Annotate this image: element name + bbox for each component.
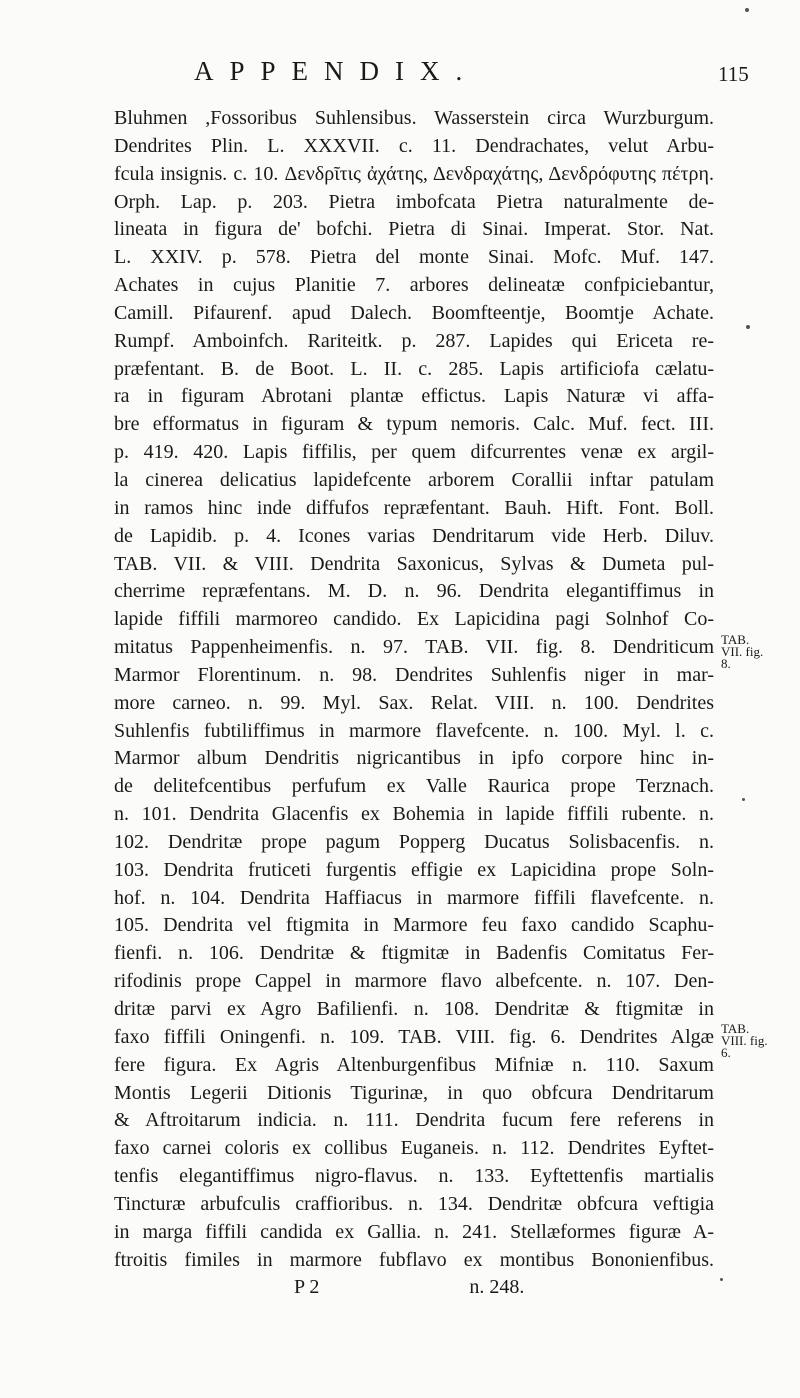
margin-note-line: VII. fig. [721, 644, 764, 659]
text-line [114, 606, 714, 634]
text-line-content: Orph. Lap. p. 203. Pietra imbofcata Pietra naturalmente de- [114, 190, 714, 213]
text-line [114, 1024, 714, 1052]
text-line [114, 885, 714, 913]
text-line [114, 912, 714, 940]
text-line-content: la cinerea delicatius lapidefcente arborem Corallii inftar patulam [114, 468, 714, 491]
text-line [114, 745, 714, 773]
text-line-content: fere figura. Ex Agris Altenburgenfibus Mifniæ n. 110. Saxum [114, 1053, 714, 1076]
page-number: 115 [718, 62, 749, 86]
text-line [114, 383, 714, 411]
text-line-content: L. XXIV. p. 578. Pietra del monte Sinai. Mofc. Muf. 147. [114, 246, 714, 269]
text-line [114, 1052, 714, 1080]
text-line [114, 662, 714, 690]
margin-note-line: TAB. [721, 1021, 750, 1036]
text-line-content: cherrime repræfentans. M. D. n. 96. Dendrita elegantiffimus in [114, 580, 714, 603]
text-line-content: Dendrites Plin. L. XXXVII. c. 11. Dendrachates, velut Arbu- [114, 134, 714, 157]
body-text [114, 105, 714, 1302]
text-line [114, 718, 714, 746]
text-line [114, 690, 714, 718]
text-line-content: Rumpf. Amboinfch. Rariteitk. p. 287. Lapides qui Ericeta re- [114, 329, 714, 352]
text-line-content: in marga fiffili candida ex Gallia. n. 241. Stellæformes figuræ A- [114, 1220, 714, 1243]
text-line-content: bre efformatus in figuram & typum nemoris. Calc. Muf. fect. III. [114, 413, 714, 436]
margin-note-line: TAB. [721, 632, 750, 647]
text-line [114, 1219, 714, 1247]
text-line [114, 328, 714, 356]
text-line [114, 411, 714, 439]
text-line-content: fienfi. n. 106. Dendritæ & ftigmitæ in Badenfis Comitatus Fer- [114, 942, 714, 965]
text-line [114, 495, 714, 523]
text-line-content: hof. n. 104. Dendrita Haffiacus in marmore fiffili flavefcente. n. [114, 886, 714, 909]
print-speck [745, 8, 749, 12]
text-line [114, 773, 714, 801]
text-line [114, 1107, 714, 1135]
margin-note-tab-viii [721, 1023, 768, 1059]
text-line [114, 439, 714, 467]
text-line-content: & Aftroitarum indicia. n. 111. Dendrita fucum fere referens in [114, 1109, 714, 1132]
text-line-content: ftroitis fimiles in marmore fubflavo ex montibus Bononienfibus. [114, 1248, 714, 1271]
text-line [114, 1191, 714, 1219]
text-line-content: lapide fiffili marmoreo candido. Ex Lapicidina pagi Solnhof Co- [114, 608, 714, 631]
text-line-content: Bluhmen ,Fossoribus Suhlensibus. Wasserstein circa Wurzburgum. [114, 107, 714, 129]
text-line-content: Camill. Pifaurenf. apud Dalech. Boomfteentje, Boomtje Achate. [114, 301, 714, 324]
catchword: n. 248. [469, 1276, 525, 1299]
text-line [114, 105, 714, 133]
text-line-content: in ramos hinc inde diffufos repræfentant. Bauh. Hift. Font. Boll. [114, 496, 714, 519]
margin-note-line: 6. [721, 1045, 731, 1060]
text-line [114, 133, 714, 161]
text-line [114, 244, 714, 272]
text-line [114, 1247, 714, 1275]
text-line [114, 801, 714, 829]
text-line-content: ra in figuram Abrotani plantæ effictus. Lapis Naturæ vi affa- [114, 385, 714, 408]
print-speck [720, 1278, 723, 1281]
text-line [114, 523, 714, 551]
text-line-content: p. 419. 420. Lapis fiffilis, per quem difcurrentes venæ ex argil- [114, 441, 714, 464]
text-line-content: Montis Legerii Ditionis Tigurinæ, in quo obfcura Dendritarum [114, 1081, 714, 1104]
text-line-content: de delitefcentibus perfufum ex Valle Raurica prope Terznach. [114, 775, 714, 798]
text-line-content: Marmor album Dendritis nigricantibus in ipfo corpore hinc in- [114, 747, 714, 770]
text-line-content: faxo carnei coloris ex collibus Euganeis. n. 112. Dendrites Eyftet- [114, 1137, 714, 1160]
signature-mark: P 2 [294, 1276, 320, 1299]
text-line-content: 102. Dendritæ prope pagum Popperg Ducatus Solisbacenfis. n. [114, 830, 714, 853]
text-line [114, 634, 714, 662]
text-line [114, 829, 714, 857]
text-line [114, 551, 714, 579]
text-line [114, 272, 714, 300]
running-head [0, 56, 800, 96]
margin-note-line: VIII. fig. [721, 1033, 768, 1048]
text-line-content: Suhlenfis fubtiliffimus in marmore flavefcente. n. 100. Myl. l. c. [114, 719, 714, 742]
text-line [114, 356, 714, 384]
text-line [114, 857, 714, 885]
text-line [114, 940, 714, 968]
text-line-content: Achates in cujus Planitie 7. arbores delineatæ confpiciebantur, [114, 274, 714, 297]
margin-note-line: 8. [721, 656, 731, 671]
running-title: APPENDIX. [194, 56, 479, 86]
text-line-content: Marmor Florentinum. n. 98. Dendrites Suhlenfis niger in mar- [114, 663, 714, 686]
text-line-content: 103. Dendrita fruticeti furgentis effigie ex Lapicidina prope Soln- [114, 858, 714, 881]
text-line-content: TAB. VII. & VIII. Dendrita Saxonicus, Sylvas & Dumeta pul- [114, 552, 714, 575]
text-line-content: n. 101. Dendrita Glacenfis ex Bohemia in lapide fiffili rubente. n. [114, 803, 714, 826]
text-line [114, 467, 714, 495]
text-line-content: de Lapidib. p. 4. Icones varias Dendritarum vide Herb. Diluv. [114, 524, 714, 547]
text-line-content: more carneo. n. 99. Myl. Sax. Relat. VIII. n. 100. Dendrites [114, 691, 714, 714]
text-line [114, 216, 714, 244]
text-line-content: Tincturæ arbufculis craffioribus. n. 134. Dendritæ obfcura veftigia [114, 1192, 714, 1215]
text-line [114, 996, 714, 1024]
text-line-content: rifodinis prope Cappel in marmore flavo albefcente. n. 107. Den- [114, 970, 714, 993]
text-line [114, 1163, 714, 1191]
text-line-content: 105. Dendrita vel ftigmita in Marmore feu faxo candido Scaphu- [114, 914, 714, 937]
text-line-content: præfentant. B. de Boot. L. II. c. 285. Lapis artificiofa cælatu- [114, 357, 714, 380]
text-line [114, 578, 714, 606]
text-line [114, 189, 714, 217]
text-line [114, 968, 714, 996]
margin-note-tab-vii [721, 634, 763, 670]
signature-line [114, 1274, 684, 1302]
text-line-content: mitatus Pappenheimenfis. n. 97. TAB. VII. fig. 8. Dendriticum [114, 636, 714, 659]
text-line-content: lineata in figura de' bofchi. Pietra di Sinai. Imperat. Stor. Nat. [114, 218, 714, 241]
text-line-content: dritæ parvi ex Agro Bafilienfi. n. 108. Dendritæ & ftigmitæ in [114, 998, 714, 1020]
text-line-content: fcula insignis. c. 10. Δενδρῖτις ἀχάτης, Δενδραχάτης, Δενδρόφυτης πέτρη. [114, 162, 714, 185]
text-line-content: faxo fiffili Oningenfi. n. 109. TAB. VIII. fig. 6. Dendrites Algæ [114, 1025, 714, 1048]
text-line-content: tenfis elegantiffimus nigro-flavus. n. 133. Eyftettenfis martialis [114, 1165, 714, 1188]
text-line [114, 161, 714, 189]
text-line [114, 1080, 714, 1108]
text-line [114, 300, 714, 328]
text-line [114, 1135, 714, 1163]
print-speck [746, 325, 750, 329]
print-speck [742, 798, 745, 801]
